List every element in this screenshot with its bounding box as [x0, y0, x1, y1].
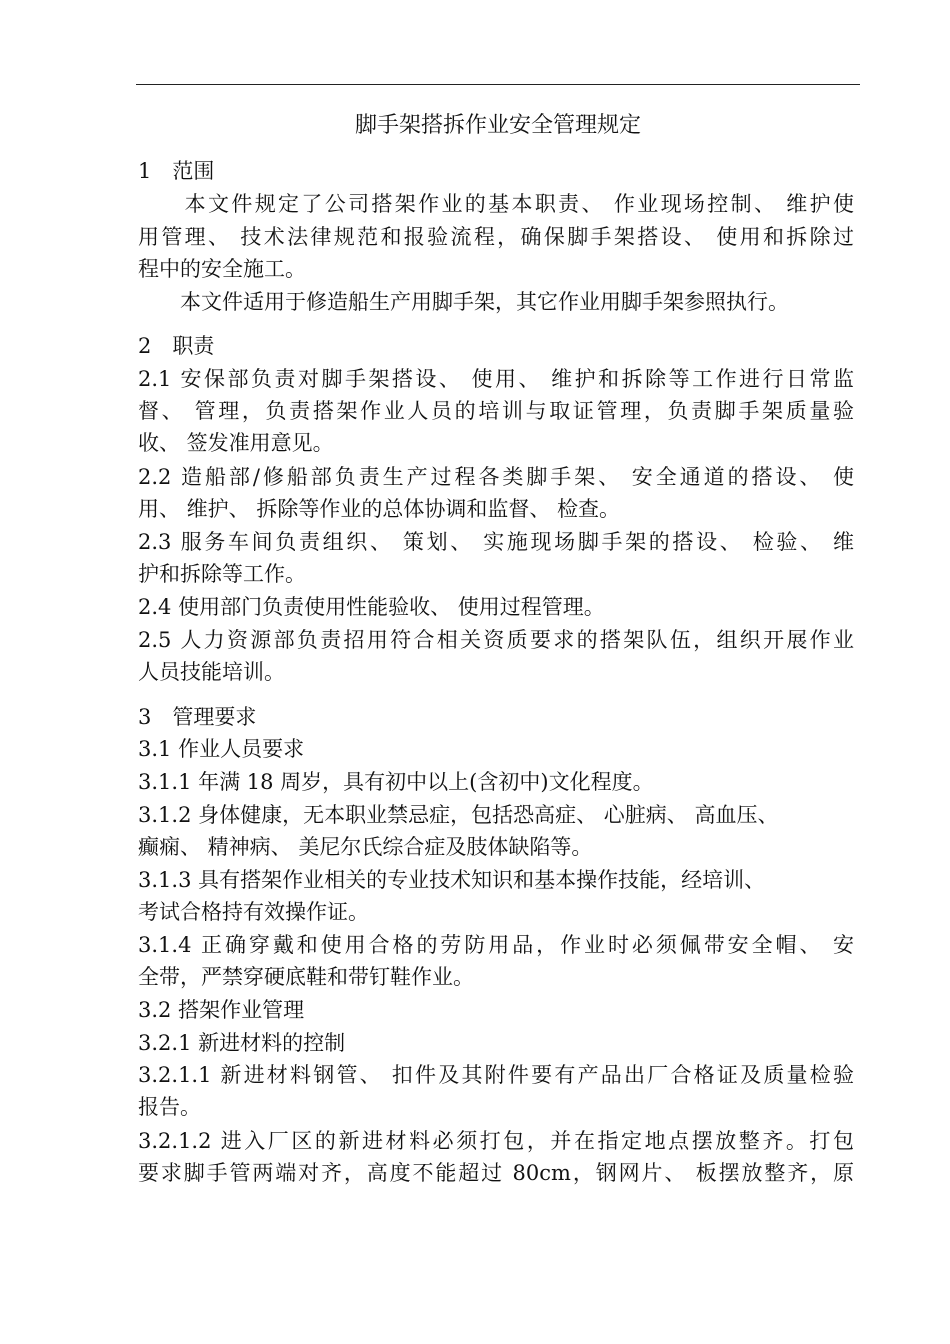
paragraph-line: 用、 维护、 拆除等作业的总体协调和监督、 检查。	[138, 497, 621, 521]
paragraph-line: 2.1 安保部负责对脚手架搭设、 使用、 维护和拆除等工作进行日常监	[138, 367, 854, 391]
paragraph-line: 报告。	[138, 1095, 201, 1119]
paragraph-line: 考试合格持有效操作证。	[138, 900, 369, 924]
paragraph-line: 3.2.1.2 进入厂区的新进材料必须打包，并在指定地点摆放整齐。打包	[138, 1129, 854, 1153]
section-heading: 1 范围	[138, 159, 215, 183]
paragraph-line: 护和拆除等工作。	[138, 562, 306, 586]
paragraph-line: 2.4 使用部门负责使用性能验收、 使用过程管理。	[138, 595, 605, 619]
paragraph-line: 本文件适用于修造船生产用脚手架，其它作业用脚手架参照执行。	[138, 290, 789, 314]
paragraph-line: 收、 签发准用意见。	[138, 431, 334, 455]
paragraph-line: 本文件规定了公司搭架作业的基本职责、 作业现场控制、 维护使	[138, 192, 854, 216]
subsection-heading: 3.1 作业人员要求	[138, 737, 305, 761]
paragraph-line: 2.3 服务车间负责组织、 策划、 实施现场脚手架的搭设、 检验、 维	[138, 530, 854, 554]
section-heading: 2 职责	[138, 334, 215, 358]
paragraph-line: 全带，严禁穿硬底鞋和带钉鞋作业。	[138, 965, 474, 989]
paragraph-line: 要求脚手管两端对齐，高度不能超过 80cm，钢网片、 板摆放整齐，原	[138, 1161, 854, 1185]
subsection-heading: 3.2.1 新进材料的控制	[138, 1031, 346, 1055]
paragraph-line: 督、 管理，负责搭架作业人员的培训与取证管理，负责脚手架质量验	[138, 399, 854, 423]
paragraph-line: 3.2.1.1 新进材料钢管、 扣件及其附件要有产品出厂合格证及质量检验	[138, 1063, 854, 1087]
paragraph-line: 程中的安全施工。	[138, 257, 306, 281]
document-title: 脚手架搭拆作业安全管理规定	[354, 113, 641, 138]
paragraph-line: 2.5 人力资源部负责招用符合相关资质要求的搭架队伍，组织开展作业	[138, 628, 854, 652]
paragraph-line: 3.1.3 具有搭架作业相关的专业技术知识和基本操作技能，经培训、	[138, 868, 766, 892]
subsection-heading: 3.2 搭架作业管理	[138, 998, 305, 1022]
section-heading: 3 管理要求	[138, 705, 257, 729]
header-rule	[136, 84, 860, 85]
paragraph-line: 人员技能培训。	[138, 660, 285, 684]
paragraph-line: 2.2 造船部/修船部负责生产过程各类脚手架、 安全通道的搭设、 使	[138, 465, 854, 489]
paragraph-line: 3.1.4 正确穿戴和使用合格的劳防用品，作业时必须佩带安全帽、 安	[138, 933, 854, 957]
paragraph-line: 用管理、 技术法律规范和报验流程，确保脚手架搭设、 使用和拆除过	[138, 225, 854, 249]
paragraph-line: 3.1.1 年满 18 周岁，具有初中以上(含初中)文化程度。	[138, 770, 654, 794]
paragraph-line: 癫痫、 精神病、 美尼尔氏综合症及肢体缺陷等。	[138, 835, 593, 859]
paragraph-line: 3.1.2 身体健康，无本职业禁忌症，包括恐高症、 心脏病、 高血压、	[138, 803, 779, 827]
